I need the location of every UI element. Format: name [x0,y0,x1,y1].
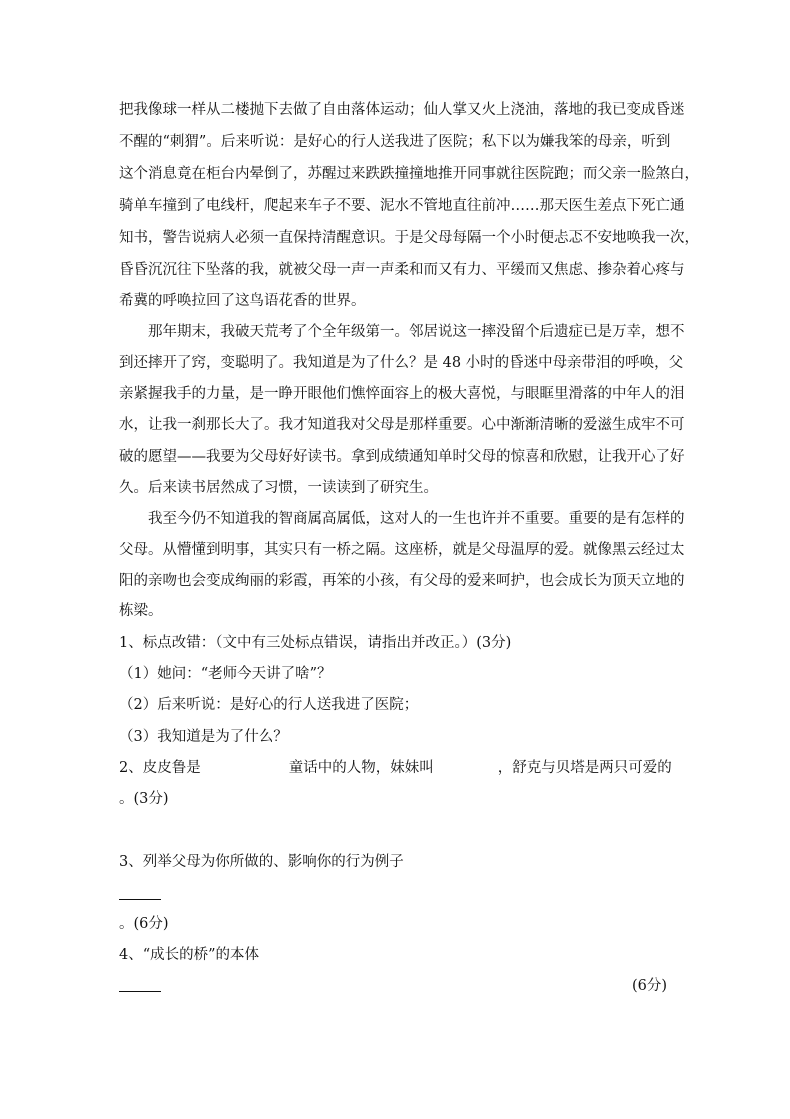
question-1-item-3: （3）我知道是为了什么？ [119,729,288,745]
question-3-end: 。(6分) [119,916,169,932]
question-1-title: 1、标点改错：（文中有三处标点错误，请指出并改正。）(3分) [119,635,512,651]
p1-line-7: 希冀的呼唤拉回了这鸟语花香的世界。 [119,293,366,309]
p1-line-3: 这个消息竟在柜台内晕倒了，苏醒过来跌跌撞撞地推开同事就往医院跑；而父亲一脸煞白， [119,166,699,182]
question-3-title: 3、列举父母为你所做的、影响你的行为例子 [119,854,404,870]
question-4-score: (6分) [632,978,668,994]
question-4-title: 4、“成长的桥”的本体 [119,947,260,963]
question-2-end: 。(3分) [119,791,169,807]
question-2-line [119,758,672,778]
p1-line-2: 不醒的“刺猬”。后来听说：是好心的行人送我进了医院；私下以为嫌我笨的母亲，听到 [119,134,671,150]
question-3-answer-line[interactable] [119,899,161,900]
question-1-item-2: （2）后来听说：是好心的行人送我进了医院； [119,697,419,713]
question-2-part-1: 2、皮皮鲁是 [119,760,201,776]
p3-line-1: 我至今仍不知道我的智商属高属低，这对人的一生也许并不重要。重要的是有怎样的 [148,511,685,527]
p1-line-6: 昏昏沉沉往下坠落的我，就被父母一声一声柔和而又有力、平缓而又焦虑、掺杂着心疼与 [119,262,685,278]
question-4-answer-line[interactable] [119,991,161,992]
p1-line-4: 骑单车撞到了电线杆，爬起来车子不要、泥水不管地直往前冲……那天医生差点下死亡通 [119,198,685,214]
p2-line-4: 水，让我一刹那长大了。我才知道我对父母是那样重要。心中渐渐清晰的爱滋生成牢不可 [119,417,685,433]
p1-line-5: 知书，警告说病人必须一直保持清醒意识。于是父母每隔一个小时便忐忑不安地唤我一次， [119,230,699,246]
p2-line-2: 到还摔开了窍，变聪明了。我知道是为了什么？是 48 小时的昏迷中母亲带泪的呼唤，父 [119,355,684,371]
p2-line-6: 久。后来读书居然成了习惯，一读读到了研究生。 [119,480,438,496]
p3-line-2: 父母。从懵懂到明事，其实只有一桥之隔。这座桥，就是父母温厚的爱。就像黑云经过太 [119,542,685,558]
p3-line-4: 栋梁。 [119,603,163,619]
p1-line-1: 把我像球一样从二楼抛下去做了自由落体运动；仙人掌又火上浇油，落地的我已变成昏迷 [119,102,685,118]
p2-line-5: 破的愿望——我要为父母好好读书。拿到成绩通知单时父母的惊喜和欣慰，让我开心了好 [119,449,685,465]
question-2-part-2: 童话中的人物，妹妹叫 [288,760,434,776]
p2-line-1: 那年期末，我破天荒考了个全年级第一。邻居说这一摔没留个后遗症已是万幸，想不 [148,324,685,340]
question-1-item-1: （1）她问：“老师今天讲了啥”？ [119,666,332,682]
p3-line-3: 阳的亲吻也会变成绚丽的彩霞，再笨的小孩，有父母的爱来呵护，也会成长为顶天立地的 [119,573,685,589]
p2-line-3: 亲紧握我手的力量，是一睁开眼他们憔悴面容上的极大喜悦，与眼眶里滑落的中年人的泪 [119,386,685,402]
question-2-part-3: ，舒克与贝塔是两只可爱的 [497,760,672,776]
